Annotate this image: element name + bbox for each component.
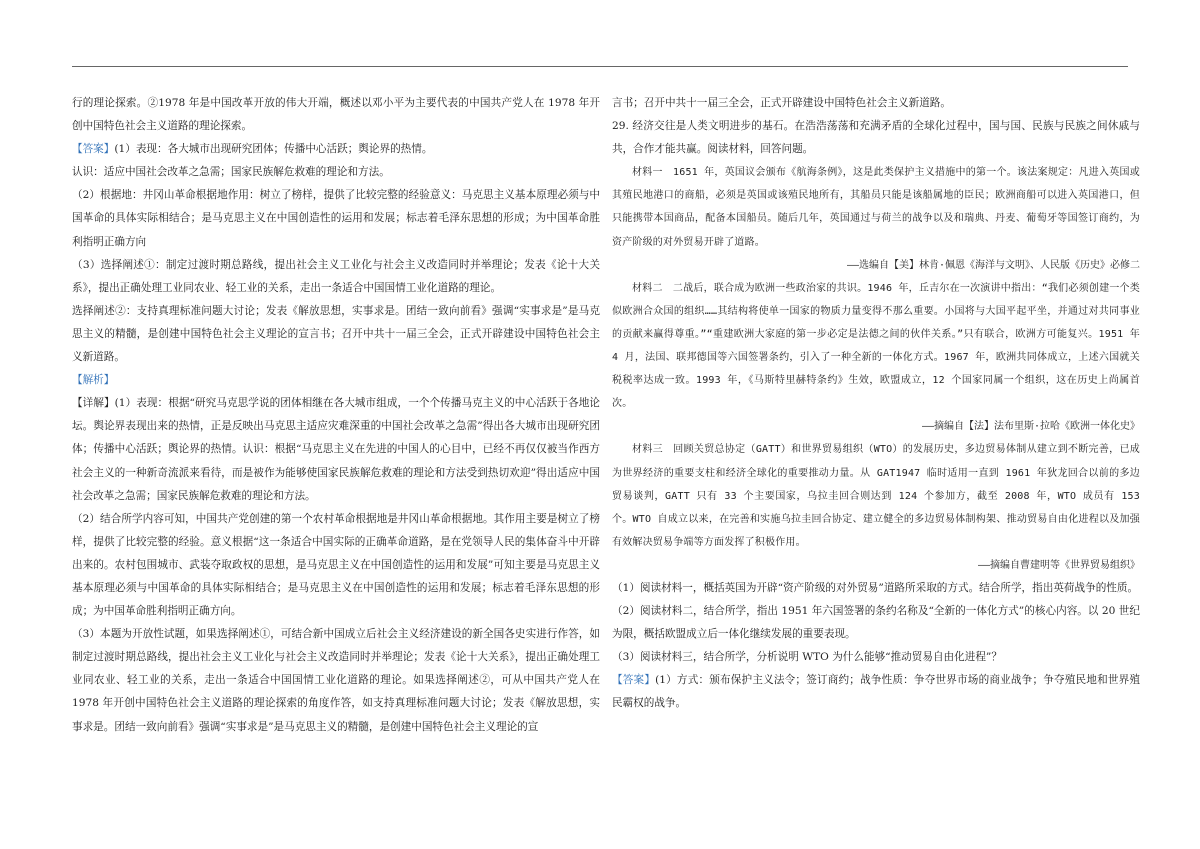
material-1: 材料一 1651 年，英国议会颁布《航海条例》，这是此类保护主义措施中的第一个。该法案规定：凡进入英国或其殖民地港口的商船，必须是英国或该殖民地所有，其船员只能是该船属地的臣民；欧洲商船可以进入英国港口，但只能携带本国商品，配备本国船员。随后几年，英国通过与荷兰的战争以及和瑞典、丹麦、葡萄牙等国签订商约，为资产阶级的对外贸易开辟了道路。 — [612, 167, 1140, 248]
right-column — [612, 92, 1140, 716]
material-3: 材料三 回顾关贸总协定（GATT）和世界贸易组织（WTO）的发展历史，多边贸易体制从建立到不断完善，已成为世界经济的重要支柱和经济全球化的重要推动力量。从 GAT1947 临时适用一直到 1961 年狄龙回合以前的多边贸易谈判，GATT 只有 33 个主要国家，乌拉圭回合则达到 124 个参加方，截至 2008 年，WTO 成员有 153 个。WTO 自成立以来，在完善和实施乌拉圭回合协定、建立健全的多边贸易体制构架、推动贸易自由化进程以及加强有效解决贸易争端等方面发挥了积极作用。 — [612, 444, 1140, 548]
sub-question-2: （2）阅读材料二，结合所学，指出 1951 年六国签署的条约名称及“全新的一体化方式”的核心内容。以 20 世纪为限，概括欧盟成立后一体化继续发展的重要表现。 — [612, 605, 1140, 641]
sub-question-1: （1）阅读材料一，概括英国为开辟“资产阶级的对外贸易”道路所采取的方式。结合所学，指出英荷战争的性质。 — [612, 581, 1139, 594]
material-1-source: ——选编自【美】林肯·佩恩《海洋与文明》、人民版《历史》必修二 — [846, 259, 1140, 271]
answer-29-1-text: (1）方式：颁布保护主义法令；签订商约；战争性质：争夺世界市场的商业战争；争夺殖民地和世界殖民霸权的战争。 — [612, 674, 1140, 710]
analysis-heading — [72, 369, 600, 392]
intro-paragraph: 行的理论探索。②1978 年是中国改革开放的伟大开端，概述以邓小平为主要代表的中国共产党人在 1978 年开创中国特色社会主义道路的理论探索。 — [72, 97, 600, 133]
detail-tag: 【详解】 — [72, 397, 115, 410]
detail-1 — [72, 392, 600, 507]
question-29-stem: 29. 经济交往是人类文明进步的基石。在浩浩荡荡和充满矛盾的全球化过程中，国与国、民族与民族之间休戚与共，合作才能共赢。阅读材料，回答问题。 — [612, 120, 1140, 156]
continued-paragraph: 言书；召开中共十一届三全会，正式开辟建设中国特色社会主义新道路。 — [612, 97, 951, 109]
material-2-source: ——摘编自【法】法布里斯·拉哈《欧洲一体化史》 — [921, 421, 1140, 433]
detail-2: （2）结合所学内容可知，中国共产党创建的第一个农村革命根据地是井冈山革命根据地。其作用主要是树立了榜样，提供了比较完整的经验。意义根据“这一条适合中国实际的正确革命道路，是在党领导人民的集体奋斗中开辟出来的。农村包围城市、武装夺取政权的思想，是马克思主义在中国创造性的运用和发展”可知主要是马克思主义基本原理必须与中国革命的具体实际相结合；是马克思主义在中国创造性的运用和发展；标志着毛泽东思想的形成；为中国革命胜利指明正确方向。 — [72, 512, 600, 618]
answer-1 — [72, 138, 600, 161]
answer-3b: 选择阐述②：支持真理标准问题大讨论；发表《解放思想，实事求是。团结一致向前看》强调“实事求是”是马克思主义的精髓，是创建中国特色社会主义理论的宣言书；召开中共十一届三全会，正式开辟建设中国特色社会主义新道路。 — [72, 304, 600, 364]
material-2: 材料二 二战后，联合成为欧洲一些政治家的共识。1946 年，丘吉尔在一次演讲中指出：“我们必须创建一个类似欧洲合众国的组织……其结构将使单一国家的物质力量变得不那么重要。小国将与大国平起平坐，并通过对共同事业的贡献来赢得尊重。”“重建欧洲大家庭的第一步必定是法德之间的伙伴关系。”只有联合，欧洲方可能复兴。1951 年 4 月，法国、联邦德国等六国签署条约，引入了一种全新的一体化方式。1967 年，欧洲共同体成立，上述六国就关税税率达成一致。1993 年，《马斯特里赫特条约》生效，欧盟成立，12 个国家同属一个组织，这在历史上尚属首次。 — [612, 282, 1140, 410]
answer-29-1 — [612, 669, 1140, 715]
detail-1-text: (1）表现：根据“研究马克思学说的团体相继在各大城市组成，一个个传播马克主义的中心活跃于各地论坛。舆论界表现出来的热情，正是反映出马克思主适应灾难深重的中国社会改革之急需”得出各大城市出现研究团体；传播中心活跃；舆论界的热情。认识：根据“马克思主义在先进的中国人的心目中，已经不再仅仅被当作西方社会主义的一种新奇流派来看待，而是被作为能够使国家民族解危救难的理论和方法受到热切欢迎”得出适应中国社会改革之急需；国家民族解危救难的理论和方法。 — [72, 397, 600, 502]
answer-1b: 认识：适应中国社会改革之急需；国家民族解危救难的理论和方法。 — [72, 166, 390, 179]
answer-1-text: (1）表现：各大城市出现研究团体；传播中心活跃；舆论界的热情。 — [114, 143, 433, 156]
analysis-tag: 【解析】 — [72, 374, 115, 387]
left-column — [72, 92, 600, 739]
header-rule — [72, 66, 1128, 67]
answer-tag-right: 【答案】 — [612, 674, 656, 687]
material-3-source: ——摘编自曹建明等《世界贸易组织》 — [977, 559, 1140, 571]
answer-3: （3）选择阐述①：制定过渡时期总路线，提出社会主义工业化与社会主义改造同时并举理论；发表《论十大关系》，提出正确处理工业同农业、轻工业的关系，走出一条适合中国国情工业化道路的理论。 — [72, 258, 600, 294]
detail-3: （3）本题为开放性试题，如果选择阐述①，可结合新中国成立后社会主义经济建设的新全国各史实进行作答，如制定过渡时期总路线，提出社会主义工业化与社会主义改造同时并举理论；发表《论十大关系》，提出正确处理工业同农业、轻工业的关系，走出一条适合中国国情工业化道路的理论。如果选择阐述②，可从中国共产党人在 1978 年开创中国特色社会主义道路的理论探索的角度作答，如支持真理标准问题大讨论；发表《解放思想，实事求是。团结一致向前看》强调“实事求是”是马克思主义的精髓，是创建中国特色社会主义理论的宣 — [72, 628, 600, 733]
answer-tag: 【答案】 — [72, 143, 115, 156]
answer-2: （2）根据地：井冈山革命根据地作用：树立了榜样，提供了比较完整的经验意义：马克思主义基本原理必须与中国革命的具体实际相结合；是马克思主义在中国创造性的运用和发展；标志着毛泽东思想的形成；为中国革命胜利指明正确方向 — [72, 189, 600, 248]
sub-question-3: （3）阅读材料三，结合所学，分析说明 WTO 为什么能够“推动贸易自由化进程”？ — [612, 651, 1002, 664]
